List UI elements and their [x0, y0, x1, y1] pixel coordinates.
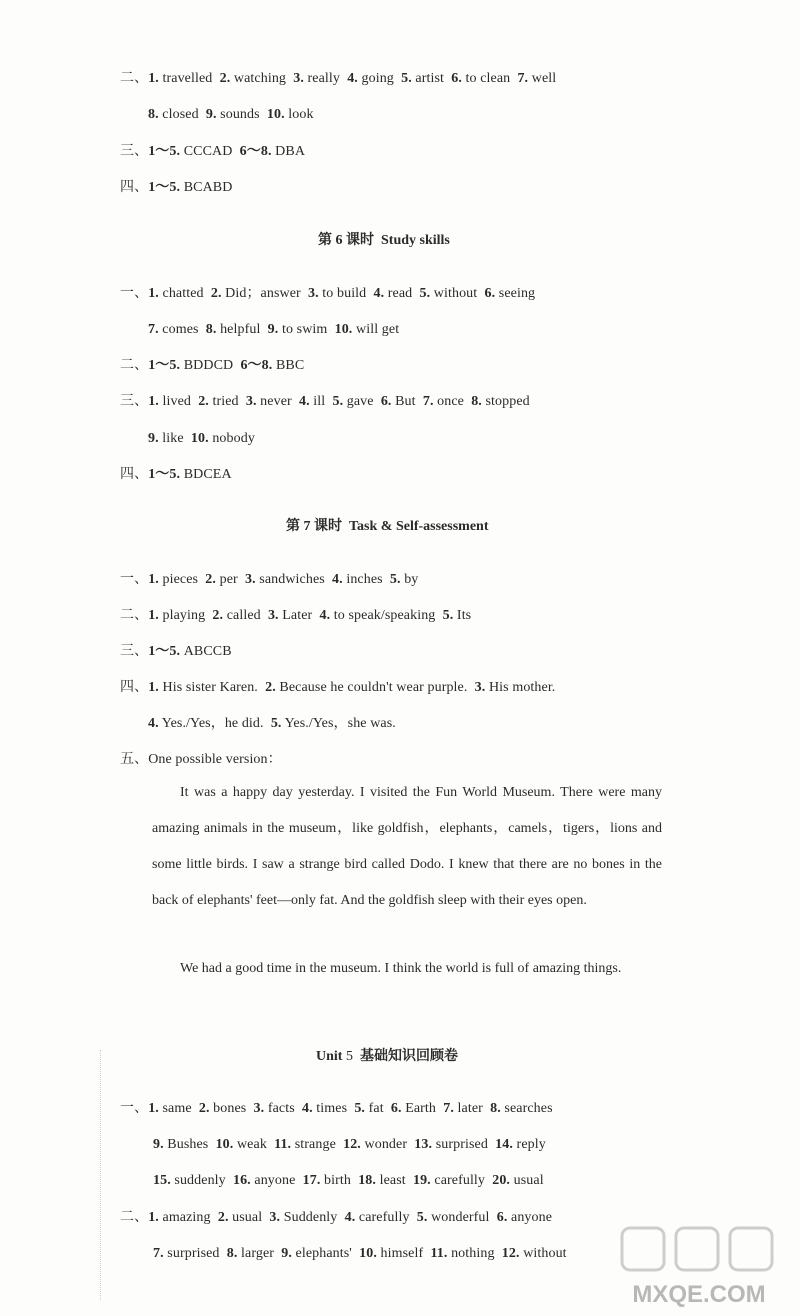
item-answer: will get — [352, 322, 400, 337]
item-answer: But — [391, 394, 416, 409]
item-number: 2. — [210, 286, 222, 301]
item-answer: watching — [230, 71, 287, 86]
item-answer: called — [223, 608, 261, 623]
item-answer: larger — [237, 1246, 275, 1261]
item-answer: per — [216, 572, 238, 587]
item-answer: never — [256, 394, 292, 409]
answer-list — [148, 572, 418, 587]
answer-line — [120, 285, 535, 303]
item-number: 6. — [484, 286, 496, 301]
item-number: 2. — [205, 572, 216, 587]
answer-list — [148, 394, 530, 409]
item-number: 9. — [267, 322, 279, 337]
item-answer: stopped — [481, 394, 530, 409]
lesson-heading — [318, 232, 450, 250]
item-answer: Earth — [401, 1101, 437, 1116]
item-answer: look — [284, 107, 314, 122]
section-label: 四、 — [120, 180, 149, 195]
unit-heading — [316, 1048, 458, 1066]
item-answer: Yes./Yes，she was. — [281, 716, 396, 731]
unit-number: 5 — [345, 1049, 353, 1064]
answer-line — [120, 393, 530, 411]
item-answer: travelled — [158, 71, 213, 86]
section-label: 二、 — [120, 358, 149, 373]
item-answer: comes — [158, 322, 199, 337]
answer-line — [120, 143, 305, 161]
item-answer: BDDCD — [183, 358, 234, 373]
item-answer: pieces — [158, 572, 199, 587]
item-answer: read — [384, 286, 413, 301]
item-answer: to swim — [278, 322, 328, 337]
item-number: 4. — [347, 71, 358, 86]
answer-line — [148, 715, 396, 733]
item-number: 10. — [190, 431, 209, 446]
item-answer: seeing — [495, 286, 536, 301]
answer-list — [148, 1210, 552, 1225]
item-answer: carefully — [355, 1210, 410, 1225]
answer-line — [148, 106, 314, 124]
item-number: 1. — [148, 608, 159, 623]
item-answer: once — [433, 394, 464, 409]
item-number: 7. — [517, 71, 529, 86]
item-number: 3. — [244, 572, 256, 587]
answer-line — [148, 430, 255, 448]
item-answer: Later — [278, 608, 313, 623]
item-answer: artist — [411, 71, 445, 86]
item-number: 5. — [354, 1101, 366, 1116]
item-number: 13. — [414, 1137, 433, 1152]
lesson-title: Task & Self-assessment — [349, 519, 489, 534]
answer-list — [148, 716, 396, 731]
item-answer: helpful — [216, 322, 261, 337]
item-answer: suddenly — [170, 1173, 226, 1188]
item-answer: closed — [158, 107, 199, 122]
item-answer: anyone — [250, 1173, 296, 1188]
answer-line — [120, 751, 282, 769]
item-answer: weak — [233, 1137, 267, 1152]
item-answer: birth — [320, 1173, 351, 1188]
item-answer: BDCEA — [183, 467, 232, 482]
item-number: 1. — [148, 71, 159, 86]
item-answer: gave — [343, 394, 374, 409]
item-answer: to speak/speaking — [330, 608, 436, 623]
section-label: 二、 — [120, 1210, 149, 1225]
answer-line — [120, 1209, 552, 1227]
item-number: 3. — [253, 1101, 265, 1116]
item-number: 10. — [359, 1246, 377, 1261]
item-range: 1～5. — [148, 358, 181, 373]
item-answer: wonder — [360, 1137, 408, 1152]
item-number: 2. — [198, 1101, 210, 1116]
item-number: 1. — [148, 1210, 159, 1225]
item-number: 9. — [153, 1137, 164, 1152]
item-number: 1. — [148, 286, 159, 301]
item-answer: Yes./Yes，he did. — [158, 716, 264, 731]
item-number: 3. — [308, 286, 319, 301]
lesson-number: 第 7 课时 — [286, 519, 342, 534]
item-answer: anyone — [507, 1210, 553, 1225]
item-answer: nobody — [208, 431, 255, 446]
item-answer: later — [453, 1101, 483, 1116]
item-answer: Its — [453, 608, 472, 623]
item-number: 1. — [148, 1101, 159, 1116]
item-range: 1～5. — [148, 144, 181, 159]
item-answer: strange — [291, 1137, 336, 1152]
item-number: 1. — [148, 572, 159, 587]
item-answer: without — [519, 1246, 567, 1261]
section-label: 三、 — [120, 144, 149, 159]
answer-list — [148, 431, 255, 446]
item-answer: same — [158, 1101, 192, 1116]
item-answer: nothing — [447, 1246, 495, 1261]
item-number: 5. — [389, 572, 401, 587]
item-number: 8. — [205, 322, 217, 337]
item-range: 6～8. — [240, 358, 273, 373]
item-answer: without — [430, 286, 478, 301]
item-number: 3. — [245, 394, 257, 409]
item-answer: times — [312, 1101, 348, 1116]
item-answer: reply — [512, 1137, 546, 1152]
item-number: 5. — [270, 716, 282, 731]
item-number: 10. — [266, 107, 285, 122]
answer-line — [153, 1136, 546, 1154]
section-label: 四、 — [120, 467, 149, 482]
item-answer: CCCAD — [183, 144, 233, 159]
answer-list — [148, 322, 399, 337]
item-answer: Did；answer — [221, 286, 301, 301]
item-number: 4. — [344, 1210, 356, 1225]
item-number: 5. — [332, 394, 344, 409]
item-number: 3. — [269, 1210, 281, 1225]
lesson-number: 第 6 课时 — [318, 233, 374, 248]
item-number: 7. — [148, 322, 159, 337]
section-label: 二、 — [120, 608, 149, 623]
item-number: 5. — [401, 71, 412, 86]
item-number: 2. — [212, 608, 224, 623]
item-number: 1. — [148, 394, 159, 409]
item-answer: wonderful — [427, 1210, 490, 1225]
answer-line — [120, 607, 471, 625]
answer-list — [153, 1246, 567, 1261]
item-range: 1～5. — [148, 180, 181, 195]
item-number: 4. — [298, 394, 310, 409]
item-number: 9. — [148, 431, 159, 446]
item-number: 4. — [319, 608, 331, 623]
item-number: 2. — [219, 71, 231, 86]
item-number: 11. — [274, 1137, 292, 1152]
item-number: 10. — [334, 322, 353, 337]
item-number: 12. — [501, 1246, 520, 1261]
item-answer: by — [400, 572, 419, 587]
item-number: 3. — [267, 608, 279, 623]
item-answer: inches — [342, 572, 383, 587]
item-number: 18. — [358, 1173, 376, 1188]
item-answer: Bushes — [163, 1137, 209, 1152]
item-answer: like — [158, 431, 184, 446]
item-number: 15. — [153, 1173, 171, 1188]
item-answer: to build — [318, 286, 367, 301]
essay-intro: One possible version： — [148, 752, 282, 767]
item-answer: Because he couldn't wear purple. — [275, 680, 468, 695]
item-number: 8. — [148, 107, 159, 122]
item-answer: His sister Karen. — [158, 680, 258, 695]
answer-list — [148, 680, 555, 695]
answer-line — [120, 679, 555, 697]
item-answer: least — [376, 1173, 406, 1188]
item-answer: sounds — [216, 107, 260, 122]
item-number: 4. — [148, 716, 159, 731]
item-number: 5. — [442, 608, 454, 623]
item-number: 12. — [343, 1137, 361, 1152]
section-label: 一、 — [120, 1101, 149, 1116]
answer-line — [120, 1100, 553, 1118]
item-number: 8. — [471, 394, 482, 409]
item-number: 8. — [490, 1101, 501, 1116]
item-answer: His mother. — [485, 680, 556, 695]
item-number: 11. — [430, 1246, 448, 1261]
item-number: 7. — [443, 1101, 454, 1116]
item-number: 2. — [198, 394, 209, 409]
item-answer: really — [303, 71, 340, 86]
watermark-text: MXQE.COM — [632, 1281, 766, 1308]
item-number: 2. — [217, 1210, 229, 1225]
essay-text: We had a good time in the museum. I think the world is full of amazing things. — [180, 961, 622, 976]
item-number: 4. — [373, 286, 385, 301]
item-answer: DBA — [275, 144, 306, 159]
item-number: 20. — [492, 1173, 511, 1188]
item-number: 7. — [422, 394, 434, 409]
answer-line — [120, 643, 232, 661]
item-range: 1～5. — [148, 644, 181, 659]
essay-text: It was a happy day yesterday. I visited the Fun World Museum. There were many amazing animals in the museum，like goldfish，elephants，camels，tigers，lions and some little birds. I saw a strange bird called Dodo. I knew that there are no bones in the back of elephants' feet—only fat. And the goldfish sleep with their eyes open. — [152, 785, 662, 908]
item-answer: fat — [365, 1101, 384, 1116]
unit-word: Unit — [316, 1049, 343, 1064]
item-answer: searches — [500, 1101, 553, 1116]
section-label: 一、 — [120, 286, 149, 301]
item-answer: surprised — [432, 1137, 488, 1152]
item-answer: usual — [228, 1210, 263, 1225]
item-number: 7. — [153, 1246, 164, 1261]
item-number: 5. — [419, 286, 431, 301]
item-answer: himself — [376, 1246, 424, 1261]
item-number: 6. — [451, 71, 462, 86]
item-number: 3. — [474, 680, 486, 695]
page-gutter-line — [100, 1050, 102, 1300]
item-number: 4. — [332, 572, 343, 587]
item-number: 6. — [496, 1210, 508, 1225]
item-answer: sandwiches — [255, 572, 325, 587]
item-answer: elephants' — [291, 1246, 352, 1261]
answer-line — [120, 466, 232, 484]
item-answer: BCABD — [183, 180, 233, 195]
item-answer: facts — [264, 1101, 295, 1116]
item-number: 19. — [412, 1173, 431, 1188]
item-answer: carefully — [430, 1173, 486, 1188]
item-answer: surprised — [163, 1246, 220, 1261]
answer-line — [120, 70, 556, 88]
item-number: 9. — [205, 107, 217, 122]
item-answer: tried — [208, 394, 239, 409]
item-answer: usual — [510, 1173, 544, 1188]
item-number: 14. — [495, 1137, 513, 1152]
item-number: 1. — [148, 680, 159, 695]
item-number: 17. — [302, 1173, 321, 1188]
item-number: 2. — [265, 680, 276, 695]
item-number: 10. — [215, 1137, 234, 1152]
answer-list — [148, 608, 471, 623]
item-number: 8. — [226, 1246, 238, 1261]
lesson-title: Study skills — [381, 233, 450, 248]
essay-paragraph — [152, 775, 662, 919]
answer-line — [120, 571, 418, 589]
item-number: 3. — [293, 71, 304, 86]
answer-line — [120, 357, 304, 375]
answer-list — [153, 1137, 546, 1152]
item-answer: bones — [209, 1101, 247, 1116]
answer-line — [120, 179, 232, 197]
section-label: 四、 — [120, 680, 149, 695]
answer-list — [153, 1173, 544, 1188]
answer-list — [148, 286, 535, 301]
item-number: 5. — [416, 1210, 428, 1225]
answer-line — [153, 1245, 567, 1263]
item-answer: well — [528, 71, 557, 86]
item-number: 6. — [380, 394, 392, 409]
lesson-heading — [286, 518, 489, 536]
item-answer: amazing — [158, 1210, 211, 1225]
item-number: 6. — [390, 1101, 402, 1116]
item-answer: ill — [309, 394, 326, 409]
section-label: 五、 — [120, 752, 149, 767]
section-label: 三、 — [120, 394, 149, 409]
item-answer: going — [357, 71, 394, 86]
item-answer: to clean — [461, 71, 511, 86]
item-answer: Suddenly — [280, 1210, 338, 1225]
item-range: 1～5. — [148, 467, 181, 482]
answer-list — [148, 1101, 552, 1116]
answer-list — [148, 107, 314, 122]
item-range: 6～8. — [239, 144, 272, 159]
essay-paragraph — [152, 951, 662, 987]
unit-title: 基础知识回顾卷 — [359, 1049, 458, 1064]
watermark-logo — [604, 1222, 794, 1312]
answer-line — [153, 1172, 544, 1190]
section-label: 二、 — [120, 71, 149, 86]
item-answer: lived — [158, 394, 191, 409]
item-number: 16. — [232, 1173, 251, 1188]
item-number: 9. — [281, 1246, 292, 1261]
item-answer: chatted — [158, 286, 204, 301]
answer-line — [148, 321, 399, 339]
item-answer: BBC — [275, 358, 305, 373]
answer-list — [148, 71, 556, 86]
section-label: 一、 — [120, 572, 149, 587]
item-answer: playing — [158, 608, 206, 623]
item-answer: ABCCB — [183, 644, 232, 659]
section-label: 三、 — [120, 644, 149, 659]
item-number: 4. — [301, 1101, 313, 1116]
